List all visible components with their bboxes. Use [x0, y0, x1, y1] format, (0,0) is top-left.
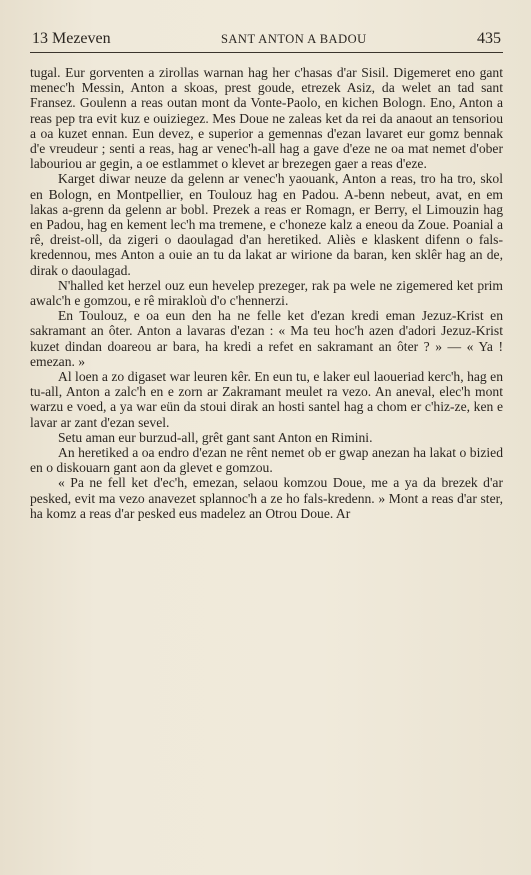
header-date: 13 Mezeven: [32, 30, 111, 47]
running-title: SANT ANTON A BADOU: [220, 32, 367, 46]
paragraph: Setu aman eur burzud-all, grêt gant sant Anton en Rimini.: [58, 429, 373, 445]
paragraph: Karget diwar neuze da gelenn ar venec'h yaouank, Anton a reas, tro ha tro, skol en Bologn, en Montpellier, en Toulouz hag en Padou. A-benn nebeut, avat, en em lakas a-grenn da gelenn ar bobl. Prezek a reas er Romagn, er Berry, el Limouzin hag en Padou, hag en kement lec'h ma tremene, e c'honeze kalz a eneou da Zoue. Poanial a rê, dreist-oll, da zigeri o daoulagad d'an heretiked. Aliès e klaskent difenn o fals-kredennou, mes Anton a ouie an tu da lakat ar wirione da baran, ken sklêr hag an de, dirak o daoulagad.: [30, 171, 503, 278]
page-header: [30, 30, 503, 53]
paragraph: tugal. Eur gorventen a zirollas warnan hag her c'hasas d'ar Sisil. Digemeret eno gant menec'h Messin, Anton a skoas, prest goude, etrezek Asiz, da welet an tad sant Fransez. Goulenn a reas outan mont da Vonte-Paolo, en kichen Bologn. Eno, Anton a reas pep tra evit kuz e ouiziegez. Mes Doue ne zaleas ket da rei da anaout an tensoriou a oa kuzet ennan. Eun devez, e superior a gemennas d'ezan lavaret eur gomz bennak d'e vreudeur ; senti a reas, hag ar venec'h-all hag a gave d'eze ne oa mat nemet d'ober labouriou ar gegin, a oe estlammet o klevet ar brezegen gaer a reas d'eze.: [30, 65, 503, 172]
paragraph: An heretiked a oa endro d'ezan ne rênt nemet ob er gwap anezan ha lakat o bizied en o diskouarn gant aon da glevet e gomzou.: [30, 445, 503, 476]
page-number: 435: [476, 30, 501, 47]
paragraph: En Toulouz, e oa eun den ha ne felle ket d'ezan kredi eman Jezuz-Krist en sakramant an ôter. Anton a lavaras d'ezan : « Ma teu hoc'h azen d'adori Jezuz-Krist kuzet dindan doareou ar bara, ha kredi a refet en sakramant an ôter ? » — « Ya ! emezan. »: [30, 308, 503, 369]
paragraph: Al loen a zo digaset war leuren kêr. En eun tu, e laker eul laoueriad kerc'h, hag en tu-all, Anton a zalc'h en e zorn ar Zakramant meulet ra vezo. An aneval, elec'h mont warzu e voed, a ya war eün da stoui dirak an hosti santel hag a chom er c'hiz-ze, ken e lavar ar zant d'ezan sevel.: [30, 369, 503, 430]
paragraph: N'halled ket herzel ouz eun hevelep prezeger, rak pa wele ne zigemered ket prim awalc'h e gomzou, e rê mirakloù d'o c'hennerzi.: [30, 277, 503, 309]
body-text: [30, 65, 503, 521]
paragraph: « Pa ne fell ket d'ec'h, emezan, selaou komzou Doue, me a ya da brezek d'ar pesked, evit ma vezo anavezet splannoc'h a ze ho fals-kredenn. » Mont a reas d'ar ster, ha komz a reas d'ar pesked eus madelez an Otrou Doue. Ar: [30, 475, 503, 521]
